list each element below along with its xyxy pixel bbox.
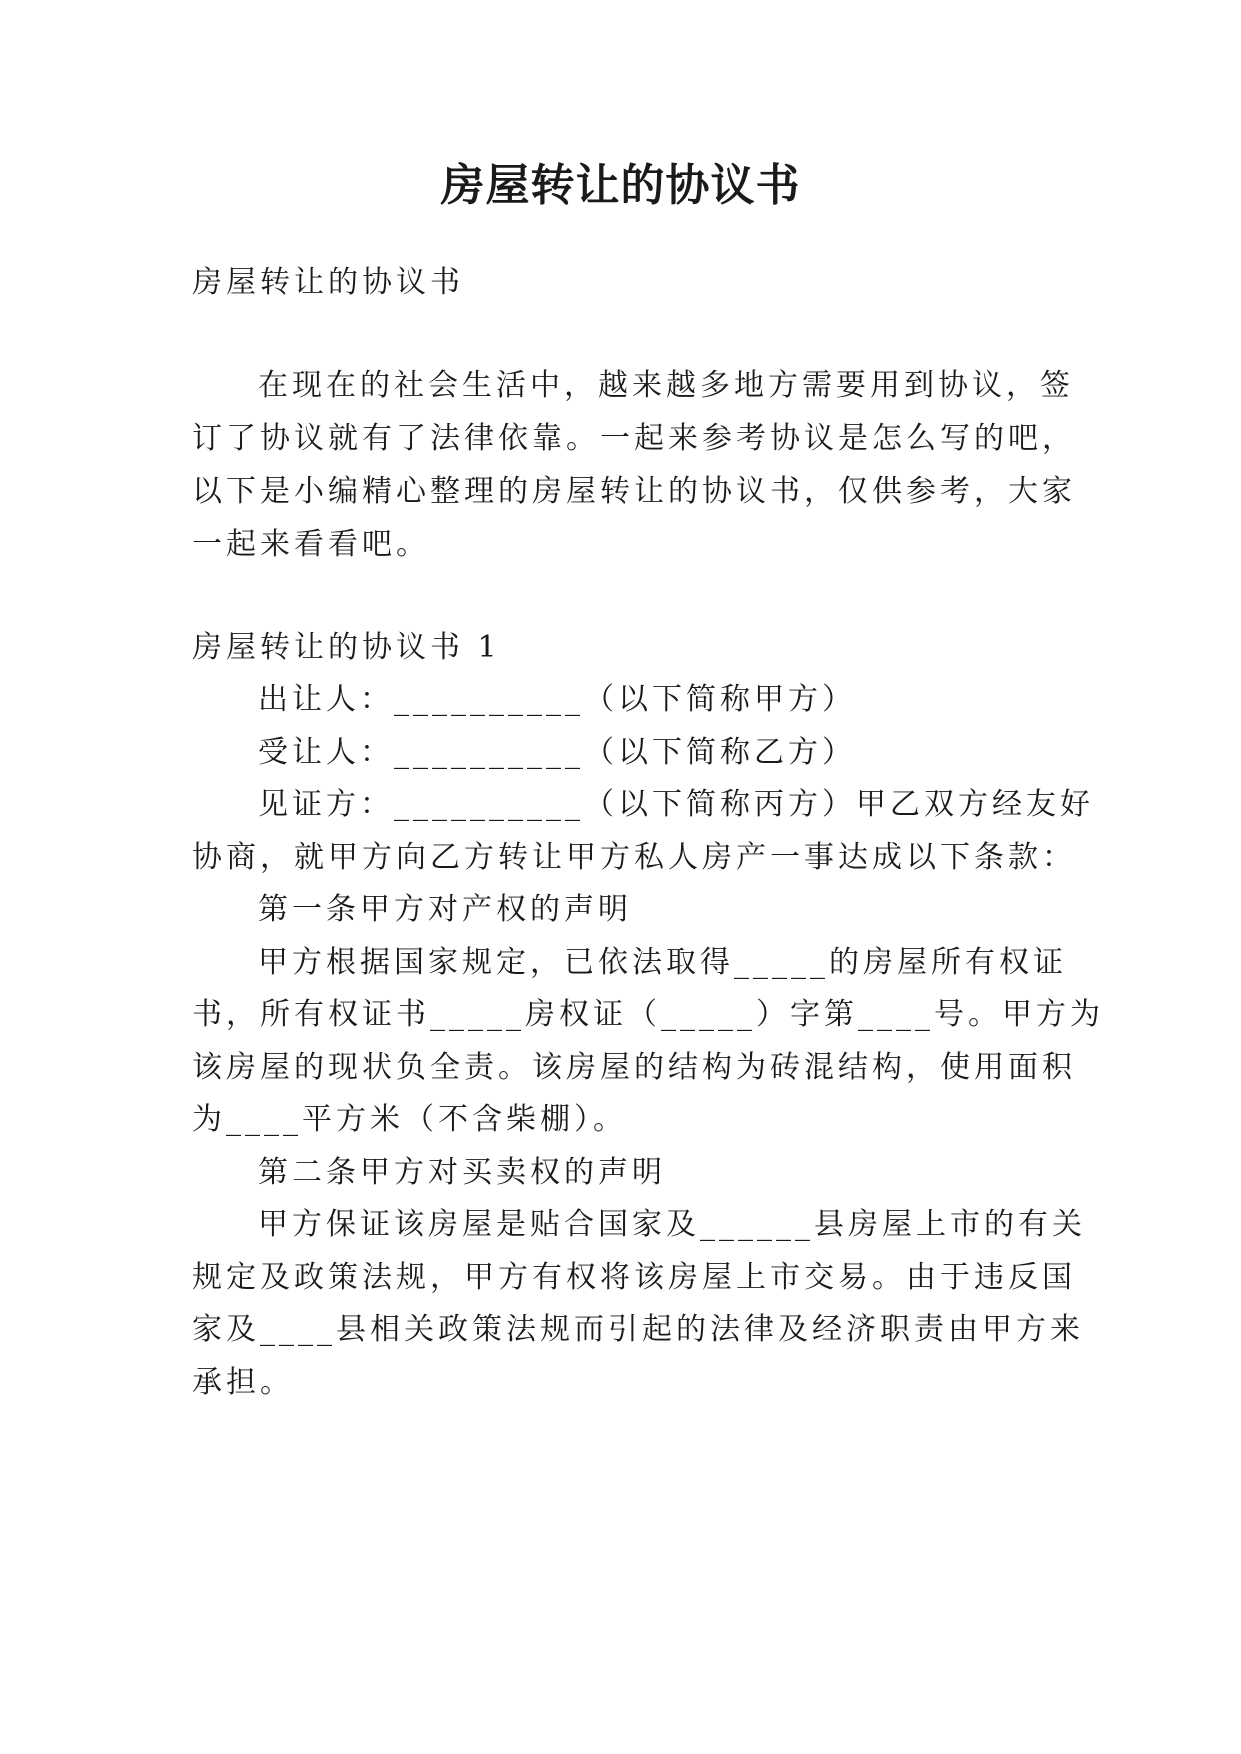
intro-line-3: 以下是小编精心整理的房屋转让的协议书，仅供参考，大家 bbox=[192, 474, 1076, 509]
article-1-line-1: 甲方根据国家规定，已依法取得_____的房屋所有权证 bbox=[258, 945, 1067, 980]
buyer-line: 受让人：__________（以下简称乙方） bbox=[258, 735, 856, 770]
witness-line: 见证方：__________（以下简称丙方）甲乙双方经友好 bbox=[258, 787, 1094, 822]
intro-line-2: 订了协议就有了法律依靠。一起来参考协议是怎么写的吧， bbox=[192, 421, 1076, 456]
section-heading: 房屋转让的协议书 1 bbox=[192, 630, 501, 665]
article-1-heading: 第一条甲方对产权的声明 bbox=[258, 892, 632, 927]
article-1-line-4: 为____平方米（不含柴棚）。 bbox=[192, 1102, 627, 1137]
document-title: 房屋转让的协议书 bbox=[440, 160, 801, 211]
article-2-heading: 第二条甲方对买卖权的声明 bbox=[258, 1155, 666, 1190]
article-2-line-2: 规定及政策法规，甲方有权将该房屋上市交易。由于违反国 bbox=[192, 1260, 1076, 1295]
subtitle: 房屋转让的协议书 bbox=[192, 265, 464, 300]
article-1-line-3: 该房屋的现状负全责。该房屋的结构为砖混结构，使用面积 bbox=[192, 1050, 1076, 1085]
negotiation-line: 协商，就甲方向乙方转让甲方私人房产一事达成以下条款： bbox=[192, 840, 1076, 875]
article-2-line-1: 甲方保证该房屋是贴合国家及______县房屋上市的有关 bbox=[258, 1207, 1086, 1242]
intro-line-1: 在现在的社会生活中，越来越多地方需要用到协议，签 bbox=[258, 368, 1074, 403]
article-2-line-4: 承担。 bbox=[192, 1365, 294, 1400]
seller-line: 出让人：__________（以下简称甲方） bbox=[258, 682, 856, 717]
article-2-line-3: 家及____县相关政策法规而引起的法律及经济职责由甲方来 bbox=[192, 1312, 1084, 1347]
intro-line-4: 一起来看看吧。 bbox=[192, 527, 430, 562]
article-1-line-2: 书，所有权证书_____房权证（_____）字第____号。甲方为 bbox=[192, 997, 1104, 1032]
